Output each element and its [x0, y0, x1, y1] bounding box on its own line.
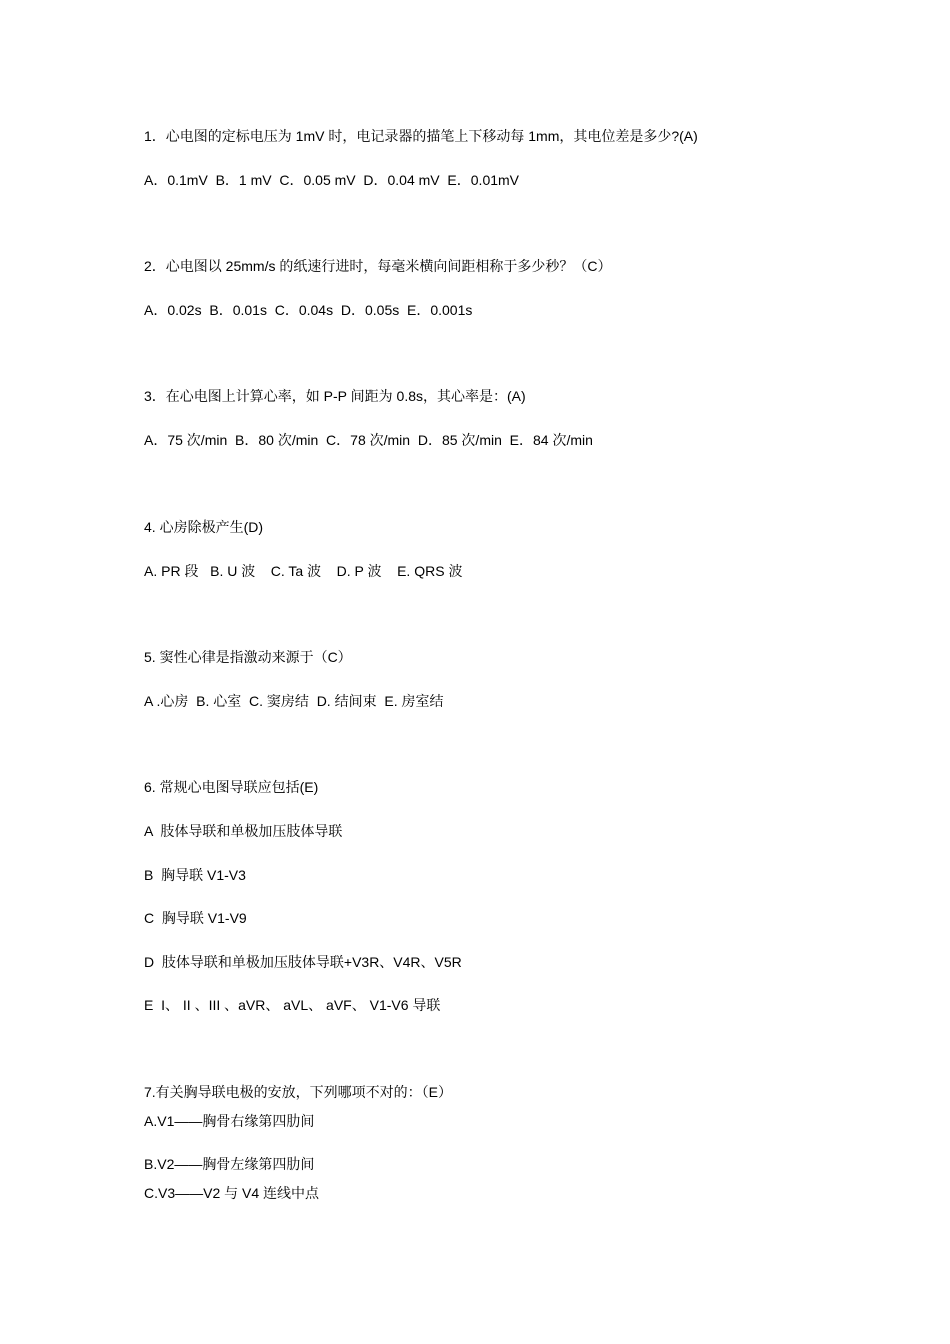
question-6-option-c: C 胸导联 V1-V9: [144, 910, 247, 926]
question-7-option-c: C.V3——V2 与 V4 连线中点: [144, 1185, 320, 1201]
question-4-stem: 4. 心房除极产生(D): [144, 519, 263, 535]
question-1-options: A．0.1mV B．1 mV C．0.05 mV D．0.04 mV E．0.01mV: [144, 172, 520, 188]
question-6-option-d: D 肢体导联和单极加压肢体导联+V3R、V4R、V5R: [144, 954, 462, 970]
question-3-stem: 3．在心电图上计算心率，如 P-P 间距为 0.8s，其心率是：(A): [144, 388, 526, 404]
question-6-option-e: E I、 II 、III 、aVR、 aVL、 aVF、 V1-V6 导联: [144, 997, 441, 1013]
question-7-option-a: A.V1——胸骨右缘第四肋间: [144, 1113, 315, 1129]
question-7-option-b: B.V2——胸骨左缘第四肋间: [144, 1156, 315, 1172]
question-3-options: A．75 次/min B．80 次/min C．78 次/min D．85 次/min E．84 次/min: [144, 432, 593, 448]
question-5-stem: 5. 窦性心律是指激动来源于（C）: [144, 649, 352, 665]
question-5-options: A .心房 B. 心室 C. 窦房结 D. 结间束 E. 房室结: [144, 693, 444, 709]
question-6-option-a: A 肢体导联和单极加压肢体导联: [144, 823, 343, 839]
question-7-stem: 7.有关胸导联电极的安放，下列哪项不对的：（E）: [144, 1084, 453, 1100]
question-2-options: A．0.02s B．0.01s C．0.04s D．0.05s E．0.001s: [144, 302, 473, 318]
question-6-option-b: B 胸导联 V1-V3: [144, 867, 246, 883]
question-2-stem: 2．心电图以 25mm/s 的纸速行进时，每毫米横向间距相称于多少秒？（C）: [144, 258, 612, 274]
question-1-stem: 1．心电图的定标电压为 1mV 时，电记录器的描笔上下移动每 1mm，其电位差是多少?(A): [144, 128, 698, 144]
question-6-stem: 6. 常规心电图导联应包括(E): [144, 779, 319, 795]
question-4-options: A. PR 段 B. U 波 C. Ta 波 D. P 波 E. QRS 波: [144, 563, 463, 579]
